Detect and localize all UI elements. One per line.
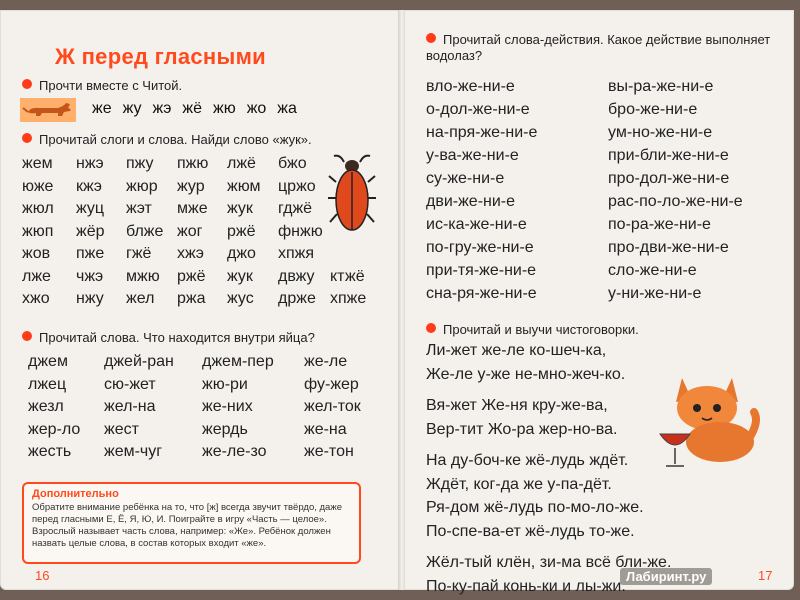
word: по-ра-же-ни-е [608, 216, 711, 233]
word: жезл [28, 398, 64, 415]
word: же [92, 100, 112, 117]
word: сло-же-ни-е [608, 262, 697, 279]
word: лже [22, 267, 51, 285]
bullet-icon [22, 133, 32, 143]
word: на-пря-же-ни-е [426, 124, 538, 141]
word: жем-чуг [104, 443, 163, 460]
word: джем-пер [202, 353, 274, 370]
word: жю-ри [202, 375, 248, 393]
word: рас-по-ло-же-ни-е [608, 193, 743, 210]
word: вы-ра-же-ни-е [608, 78, 714, 95]
word: кжэ [76, 177, 102, 195]
word: при-бли-же-ни-е [608, 147, 729, 164]
word: мжю [126, 267, 160, 285]
word: жёр [76, 222, 105, 240]
word: двжу [278, 267, 315, 285]
word: у-ни-же-ни-е [608, 285, 702, 302]
word: жук [227, 267, 253, 285]
word: жа [277, 100, 297, 117]
word: ис-ка-же-ни-е [426, 216, 527, 233]
glass-icon [658, 430, 692, 475]
word: држе [278, 290, 316, 307]
word: о-дол-же-ни-е [426, 101, 530, 118]
page-number-left: 16 [35, 568, 50, 583]
dachshund-icon [20, 98, 76, 127]
syllable-grid [22, 155, 378, 313]
word: лжец [28, 375, 67, 393]
word: бжо [278, 155, 307, 172]
word: жюл [22, 200, 54, 217]
word: хжо [22, 290, 50, 307]
word: ржё [177, 267, 206, 285]
bullet-icon [426, 33, 436, 43]
right-page [404, 10, 794, 595]
word: хпжя [278, 245, 315, 262]
task-1: Прочти вместе с Читой. [22, 78, 182, 93]
word: жур [177, 177, 205, 195]
word: фу-жер [304, 375, 359, 393]
word: жог [177, 222, 203, 240]
word: жё [182, 100, 202, 117]
word: ржё [227, 222, 256, 240]
word: Вя-жет Же-ня кру-же-ва, [426, 397, 608, 414]
note-text: Обратите внимание ребёнка на то, что [ж] всегда звучит твёрдо, даже перед гласными Е, Ё, Я, Ю, И. Поиграйте в игру «Часть — целое». Взрослый называет часть слова, например: «Же». Ребёнок должен назвать целые слова, в состав которых входит «же». [32, 502, 342, 549]
word: жел-ток [304, 398, 361, 415]
bullet-icon [426, 323, 436, 333]
word: пжу [126, 155, 154, 172]
word: жест [104, 420, 139, 438]
word: ржа [177, 290, 206, 307]
word: по-гру-же-ни-е [426, 239, 534, 256]
word: же-ле [304, 353, 348, 370]
word: жю [212, 100, 236, 117]
word: хжэ [177, 245, 204, 262]
word: жэ [152, 100, 172, 117]
word: же-ле-зо [202, 443, 267, 460]
word: у-ва-же-ни-е [426, 147, 519, 164]
word: цржо [278, 177, 316, 195]
word: жов [22, 245, 51, 262]
word: сю-жет [104, 375, 156, 393]
word: фнжю [278, 222, 323, 240]
word: джо [227, 245, 256, 262]
task-r1: Прочитай слова-действия. Какое действие выполняет водолаз? [426, 32, 771, 63]
word-grid [28, 353, 394, 466]
bullet-icon [22, 79, 32, 89]
word: жюм [227, 177, 261, 195]
word: же-них [202, 398, 253, 415]
word: жу [122, 100, 142, 117]
page-number-right: 17 [758, 568, 773, 583]
word: жус [227, 290, 254, 307]
word: бро-же-ни-е [608, 101, 698, 118]
word: Ли-жет же-ле ко-шеч-ка, [426, 342, 607, 359]
word: при-тя-же-ни-е [426, 262, 537, 279]
word: хпже [330, 290, 367, 307]
word: жюр [126, 177, 158, 195]
word: жесть [28, 443, 72, 460]
word: ктжё [330, 267, 365, 285]
word: же-тон [304, 443, 354, 460]
word: жердь [202, 420, 248, 438]
left-page [0, 10, 400, 590]
word: дви-же-ни-е [426, 193, 516, 210]
word: На ду-боч-ке жё-лудь ждёт. [426, 452, 629, 469]
word: нжу [76, 290, 104, 307]
tongue-twisters: Ли-жет же-ле ко-шеч-ка, Же-ле у-же не-мно-жеч-ко. Вя-жет Же-ня кру-же-ва, Вер-тит Жо-ра жер-но-ва. На ду-боч-ке жё-лудь ждёт. Ждёт, ког-да же у-па-дёт. Ря-дом жё-лудь по-мо-ло-же. По-спе-ва-ет жё-лудь то-же. Жёл-тый клён, зи-ма всё бли-же. По-ку-пай конь-ки и лы-жи. [426, 342, 672, 595]
syllables-row [92, 100, 297, 118]
word: жел-на [104, 398, 156, 415]
word: жем [22, 155, 53, 172]
watermark-logo: Лабиринт.ру [620, 568, 712, 585]
word: жел [126, 290, 155, 307]
word: су-же-ни-е [426, 170, 505, 187]
word: пже [76, 245, 105, 262]
word: жо [246, 100, 267, 117]
word: жэт [126, 200, 152, 217]
word: мже [177, 200, 208, 217]
bullet-icon [22, 331, 32, 341]
page-title: Ж перед гласными [55, 44, 267, 69]
word: жер-ло [28, 420, 81, 438]
word: вло-же-ни-е [426, 78, 515, 95]
word: ум-но-же-ни-е [608, 124, 713, 141]
action-words-grid [426, 78, 768, 308]
word: Вер-тит Жо-ра жер-но-ва. [426, 420, 618, 438]
task-3: Прочитай слова. Что находится внутри яйца? [22, 330, 315, 345]
task-r2: Прочитай и выучи чистоговорки. [426, 322, 639, 337]
word: джей-ран [104, 353, 174, 370]
word: жук [227, 200, 253, 217]
word: чжэ [76, 267, 104, 285]
word: гджё [278, 200, 313, 217]
word: нжэ [76, 155, 104, 172]
word: жуц [76, 200, 105, 217]
word: джем [28, 353, 68, 370]
word: блже [126, 222, 164, 240]
note-box [22, 482, 361, 564]
word [330, 245, 378, 268]
word: По-спе-ва-ет жё-лудь то-же. [426, 522, 635, 540]
word: гжё [126, 245, 152, 262]
word: сна-ря-же-ни-е [426, 285, 537, 302]
word: про-дви-же-ни-е [608, 239, 729, 256]
word: Же-ле у-же не-мно-жеч-ко. [426, 365, 626, 383]
beetle-icon [328, 152, 376, 239]
word: же-на [304, 420, 347, 438]
word: про-дол-же-ни-е [608, 170, 730, 187]
word: Ря-дом жё-лудь по-мо-ло-же. [426, 499, 644, 516]
word: жюп [22, 222, 54, 240]
word: пжю [177, 155, 209, 172]
note-title: Дополнительно [32, 488, 119, 500]
word: лжё [227, 155, 256, 172]
word: Ждёт, ког-да же у-па-дёт. [426, 475, 612, 493]
task-2: Прочитай слоги и слова. Найди слово «жук». [22, 132, 312, 147]
word: юже [22, 177, 54, 195]
